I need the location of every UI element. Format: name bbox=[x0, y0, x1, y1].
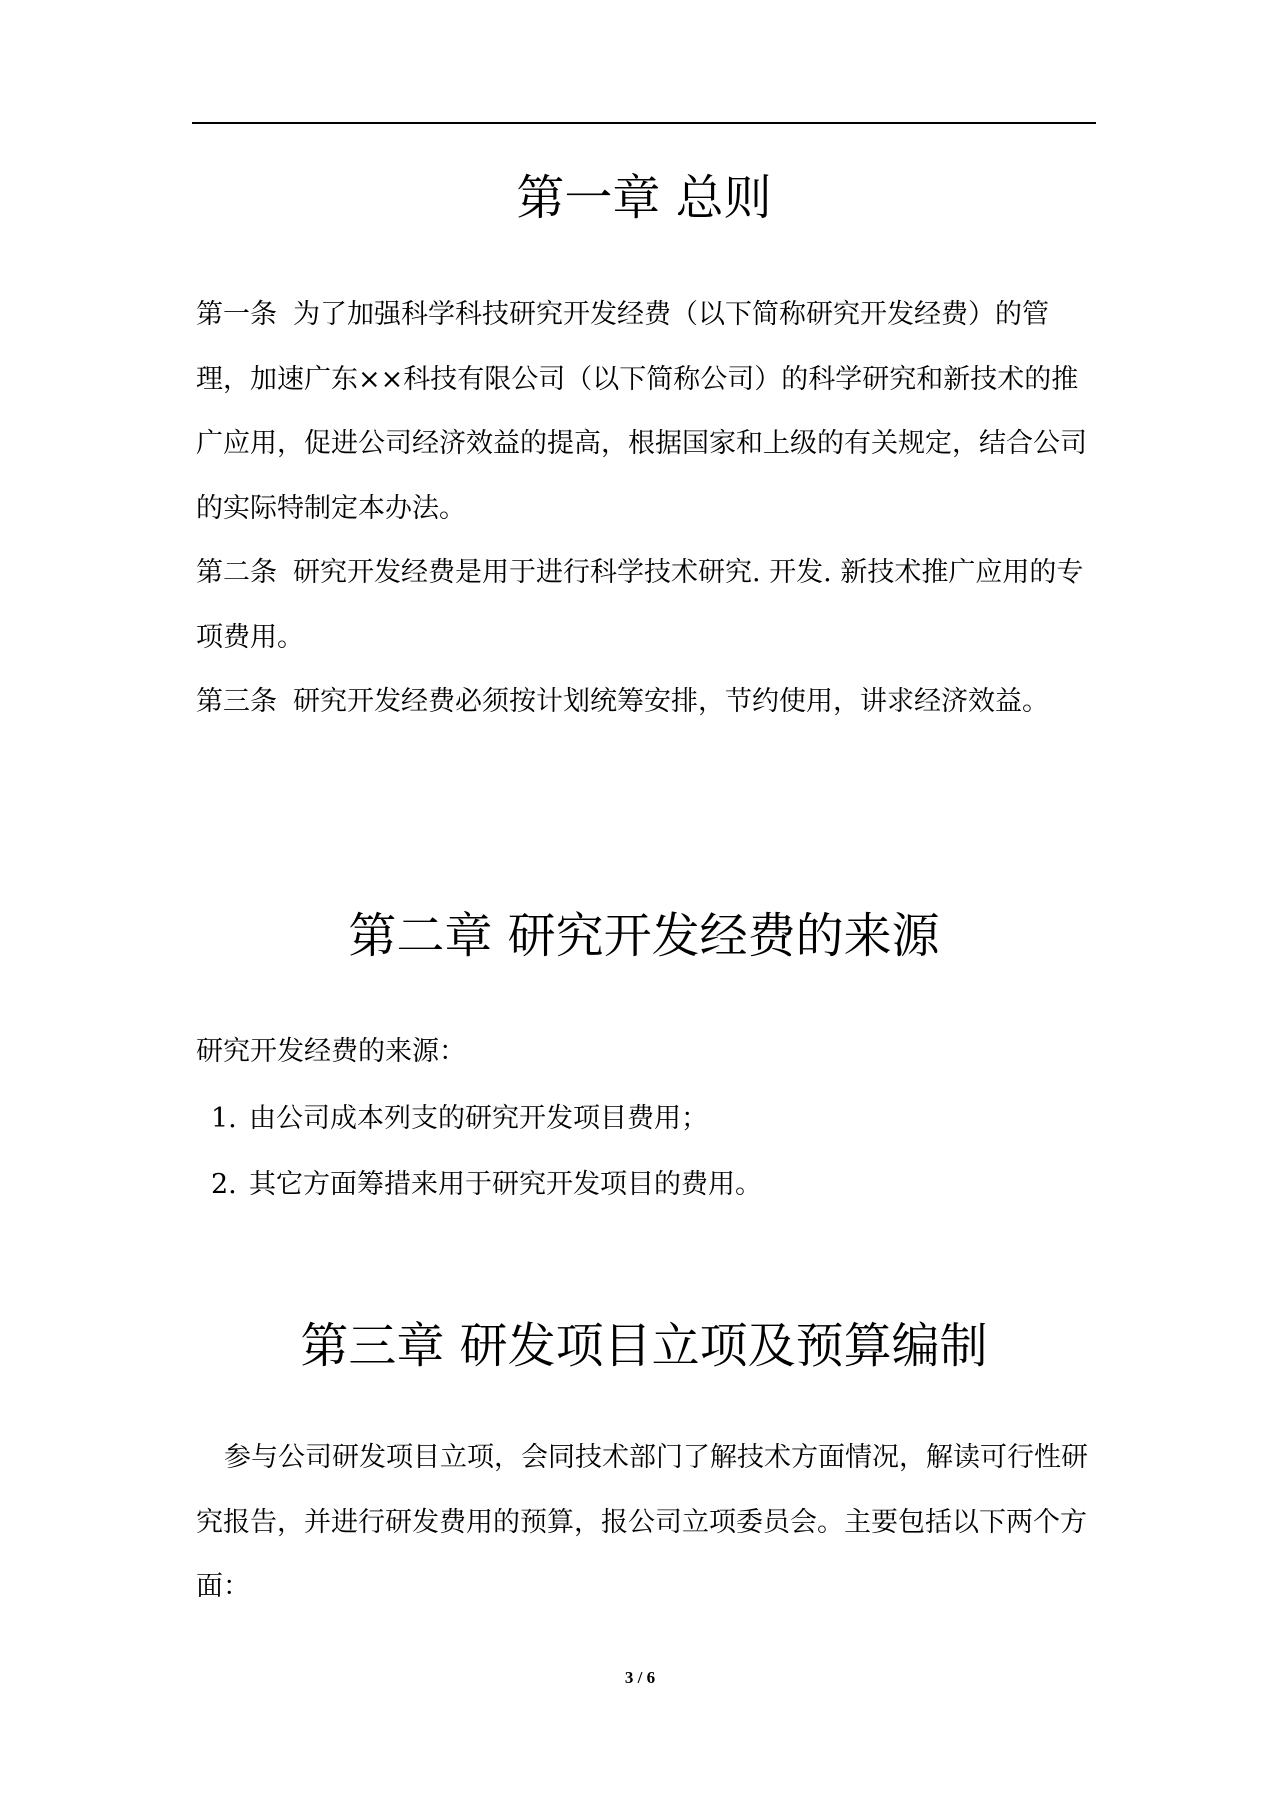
article-1 bbox=[196, 283, 1096, 541]
article-1-label: 第一条 bbox=[196, 299, 277, 330]
list-item bbox=[211, 1099, 708, 1139]
chapter-3-title: 第三章 研发项目立项及预算编制 bbox=[300, 1318, 988, 1374]
article-2 bbox=[196, 541, 1096, 670]
chapter-2-intro: 研究开发经费的来源： bbox=[196, 1036, 466, 1067]
article-3-text: 研究开发经费必须按计划统筹安排，节约使用，讲求经济效益。 bbox=[293, 686, 1049, 717]
list-item-text: 由公司成本列支的研究开发项目费用； bbox=[249, 1103, 708, 1134]
header-rule bbox=[192, 122, 1096, 124]
article-3-label: 第三条 bbox=[196, 686, 277, 717]
list-item-text: 其它方面筹措来用于研究开发项目的费用。 bbox=[249, 1169, 762, 1200]
list-item-number: 2. bbox=[211, 1169, 237, 1200]
chapter-1-title: 第一章 总则 bbox=[516, 170, 772, 226]
list-item-number: 1. bbox=[211, 1103, 237, 1134]
article-2-label: 第二条 bbox=[196, 557, 277, 588]
list-item bbox=[211, 1165, 762, 1205]
article-1-text: 为了加强科学科技研究开发经费（以下简称研究开发经费）的管理，加速广东××科技有限公司（以下简称公司）的科学研究和新技术的推广应用，促进公司经济效益的提高，根据国家和上级的有关规定，结合公司的实际特制定本办法。 bbox=[196, 299, 1087, 524]
chapter-3-paragraph: 参与公司研发项目立项，会同技术部门了解技术方面情况，解读可行性研究报告，并进行研发费用的预算，报公司立项委员会。主要包括以下两个方面： bbox=[196, 1442, 1088, 1602]
article-2-text: 研究开发经费是用于进行科学技术研究. 开发. 新技术推广应用的专项费用。 bbox=[196, 557, 1084, 653]
article-3 bbox=[196, 670, 1096, 735]
page-number: 3 / 6 bbox=[624, 1668, 656, 1687]
chapter-2-title: 第二章 研究开发经费的来源 bbox=[348, 908, 940, 964]
